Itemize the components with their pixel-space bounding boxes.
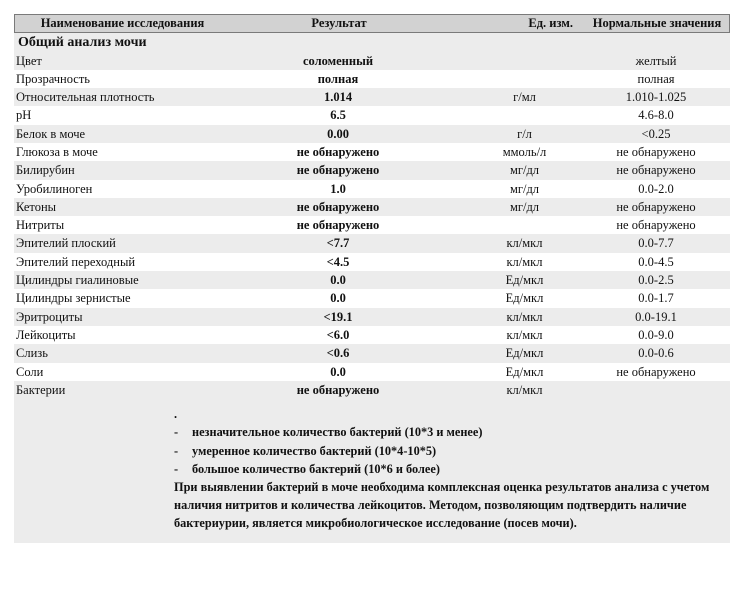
- header-result: Результат: [311, 16, 367, 30]
- cell-normal: [582, 381, 730, 399]
- cell-name: Лейкоциты: [16, 327, 76, 342]
- cell-unit: Ед/мкл: [505, 346, 544, 361]
- cell-name: Билирубин: [16, 163, 75, 178]
- cell-result: <4.5: [326, 254, 350, 269]
- table-row: [14, 344, 730, 362]
- cell-unit: кл/мкл: [506, 382, 543, 397]
- lab-report: [14, 14, 730, 543]
- cell-result: 0.0: [330, 273, 346, 288]
- cell-normal: 1.010-1.025: [625, 90, 687, 105]
- cell-name: Эритроциты: [16, 309, 83, 324]
- cell-normal: 0.0-7.7: [638, 236, 674, 251]
- cell-name: Соли: [16, 364, 44, 379]
- cell-name: pH: [16, 108, 32, 123]
- cell-unit: Ед/мкл: [505, 291, 544, 306]
- note-bullet: [174, 460, 710, 478]
- cell-normal: полная: [637, 71, 675, 86]
- table-row: [14, 271, 730, 289]
- cell-result: 1.0: [330, 181, 346, 196]
- table-row: [14, 161, 730, 179]
- cell-normal: не обнаружено: [616, 199, 696, 214]
- cell-normal: не обнаружено: [616, 144, 696, 159]
- bullet-text: большое количество бактерий (10*6 и более): [192, 461, 440, 476]
- results-table-body: [14, 52, 730, 400]
- cell-unit: кл/мкл: [506, 327, 543, 342]
- cell-name: Относительная плотность: [16, 90, 155, 105]
- cell-normal: желтый: [635, 53, 677, 68]
- cell-name: Эпителий переходный: [16, 254, 136, 269]
- table-row: [14, 326, 730, 344]
- bullet-text: умеренное количество бактерий (10*4-10*5): [192, 443, 437, 458]
- cell-name: Слизь: [16, 346, 48, 361]
- header-normal: Нормальные значения: [592, 16, 722, 30]
- cell-normal: не обнаружено: [616, 364, 696, 379]
- cell-normal: 0.0-19.1: [635, 309, 677, 324]
- cell-unit: Ед/мкл: [505, 273, 544, 288]
- table-row: [14, 381, 730, 399]
- cell-unit: [447, 70, 582, 88]
- bullet-dash: -: [174, 461, 179, 476]
- cell-unit: мг/дл: [509, 163, 540, 178]
- cell-result: 0.0: [330, 291, 346, 306]
- cell-result: не обнаружено: [296, 218, 380, 233]
- bullet-text: незначительное количество бактерий (10*3 и менее): [192, 425, 483, 440]
- cell-result: не обнаружено: [296, 144, 380, 159]
- table-row: [14, 70, 730, 88]
- cell-name: Цилиндры зернистые: [16, 291, 131, 306]
- cell-result: 0.00: [327, 126, 349, 141]
- cell-unit: [447, 106, 582, 124]
- table-row: [14, 308, 730, 326]
- cell-name: Эпителий плоский: [16, 236, 116, 251]
- note-bullet: [174, 423, 710, 441]
- cell-normal: <0.25: [641, 126, 671, 141]
- cell-name: Кетоны: [16, 199, 57, 214]
- cell-unit: мг/дл: [509, 199, 540, 214]
- cell-result: <7.7: [326, 236, 350, 251]
- bullet-dash: -: [174, 443, 179, 458]
- bullet-dash: -: [174, 425, 179, 440]
- cell-normal: 0.0-1.7: [638, 291, 674, 306]
- cell-normal: 0.0-2.5: [638, 273, 674, 288]
- cell-normal: 4.6-8.0: [638, 108, 674, 123]
- cell-name: Бактерии: [16, 382, 66, 397]
- cell-normal: не обнаружено: [616, 163, 696, 178]
- cell-name: Белок в моче: [16, 126, 86, 141]
- table-row: [14, 125, 730, 143]
- table-row: [14, 106, 730, 124]
- cell-name: Цвет: [16, 53, 42, 68]
- cell-unit: г/л: [517, 126, 532, 141]
- cell-result: <6.0: [326, 327, 350, 342]
- cell-result: соломенный: [302, 53, 374, 68]
- header-name: Наименование исследования: [40, 16, 205, 30]
- table-row: [14, 253, 730, 271]
- cell-result: не обнаружено: [296, 382, 380, 397]
- table-row: [14, 363, 730, 381]
- cell-name: Глюкоза в моче: [16, 144, 98, 159]
- table-row: [14, 52, 730, 70]
- cell-name: Нитриты: [16, 218, 65, 233]
- table-row: [14, 180, 730, 198]
- header-unit: Ед. изм.: [528, 16, 573, 30]
- note-dot: .: [174, 407, 178, 422]
- cell-unit: [447, 216, 582, 234]
- cell-name: Уробилиноген: [16, 181, 93, 196]
- cell-normal: 0.0-2.0: [638, 181, 674, 196]
- table-row: [14, 234, 730, 252]
- table-header: [14, 14, 730, 33]
- cell-normal: 0.0-0.6: [638, 346, 674, 361]
- cell-name: Цилиндры гиалиновые: [16, 273, 139, 288]
- cell-result: 1.014: [323, 90, 353, 105]
- cell-name: Прозрачность: [16, 71, 91, 86]
- cell-result: полная: [317, 71, 359, 86]
- note-bullet: [174, 442, 710, 460]
- cell-unit: мг/дл: [509, 181, 540, 196]
- cell-normal: 0.0-4.5: [638, 254, 674, 269]
- table-row: [14, 289, 730, 307]
- table-row: [14, 143, 730, 161]
- note-bullets: [174, 423, 710, 478]
- bacteria-note: [14, 399, 730, 543]
- cell-normal: не обнаружено: [616, 218, 696, 233]
- cell-normal: 0.0-9.0: [638, 327, 674, 342]
- cell-result: не обнаружено: [296, 199, 380, 214]
- note-paragraph: При выявлении бактерий в моче необходима комплексная оценка результатов анализа с учетом наличия нитритов и количества лейкоцитов. Методом, позволяющим подтвердить наличие бактериурии, является микробиологическое исследование (посев мочи).: [174, 479, 710, 531]
- cell-result: не обнаружено: [296, 163, 380, 178]
- cell-unit: кл/мкл: [506, 309, 543, 324]
- cell-unit: г/мл: [513, 90, 536, 105]
- cell-result: 0.0: [330, 364, 346, 379]
- table-row: [14, 198, 730, 216]
- cell-result: <19.1: [323, 309, 353, 324]
- cell-result: <0.6: [326, 346, 350, 361]
- cell-unit: Ед/мкл: [505, 364, 544, 379]
- table-row: [14, 88, 730, 106]
- table-row: [14, 216, 730, 234]
- cell-result: 6.5: [330, 108, 346, 123]
- cell-unit: кл/мкл: [506, 236, 543, 251]
- section-title: Общий анализ мочи: [14, 33, 730, 52]
- cell-unit: ммоль/л: [502, 144, 547, 159]
- cell-unit: [447, 52, 582, 70]
- cell-unit: кл/мкл: [506, 254, 543, 269]
